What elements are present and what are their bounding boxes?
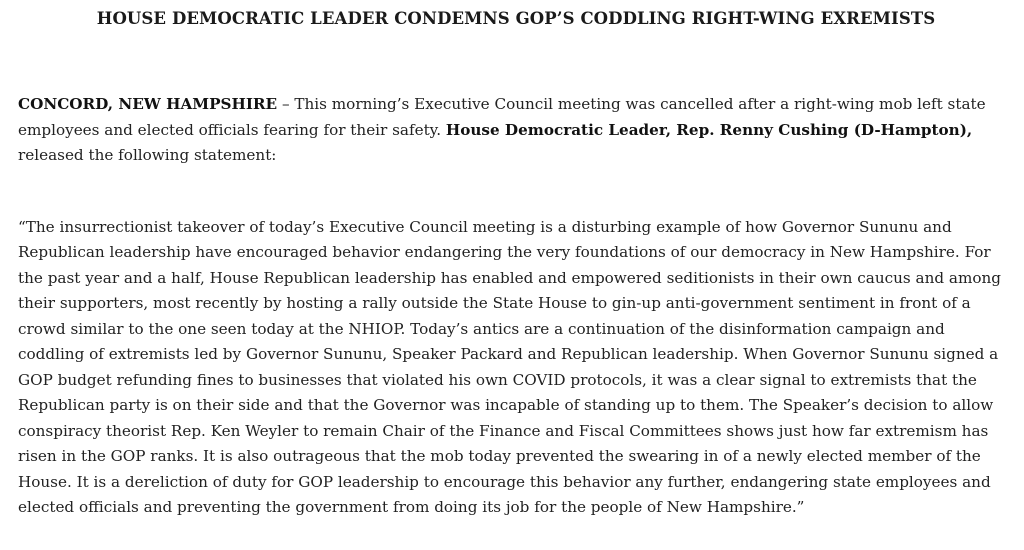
speaker-name: House Democratic Leader, Rep. Renny Cushing (D-Hampton), [445, 120, 973, 139]
statement-quote: “The insurrectionist takeover of today’s Executive Council meeting is a disturbing example of how Governor Sununu and Republican leadership have encouraged behavior endangering the very foundations of our democracy in New Hampshire. For the past year and a half, House Republican leadership has enabled and empowered seditionists in their own caucus and among their supporters, most recently by hosting a rally outside the State House to gin-up anti-government sentiment in front of a crowd similar to the one seen today at the NHIOP. Today’s antics are a continuation of the disinformation campaign and coddling of extremists led by Governor Sununu, Speaker Packard and Republican leadership. When Governor Sununu signed a GOP budget refunding fines to businesses that violated his own COVID protocols, it was a clear signal to extremists that the Republican party is on their side and that the Governor was incapable of standing up to them. The Speaker’s decision to allow conspiracy theorist Rep. Ken Weyler to remain Chair of the Finance and Fiscal Committees shows just how far extremism has risen in the GOP ranks. It is also outrageous that the mob today prevented the swearing in of a newly elected member of the House. It is a dereliction of duty for GOP leadership to encourage this behavior any further, endangering state employees and elected officials and preventing the government from doing its job for the people of New Hampshire.” [18, 217, 1001, 516]
dateline: CONCORD, NEW HAMPSHIRE [18, 95, 278, 113]
intro-text: – This morning’s Executive Council meeting was cancelled after a right-wing mob left state employees and elected officials fearing for their safety. [18, 95, 986, 139]
intro-paragraph [18, 92, 1014, 169]
headline: HOUSE DEMOCRATIC LEADER CONDEMNS GOP’S CODDLING RIGHT-WING EXREMISTS [96, 9, 936, 28]
intro-text-continued: released the following statement: [18, 146, 277, 164]
